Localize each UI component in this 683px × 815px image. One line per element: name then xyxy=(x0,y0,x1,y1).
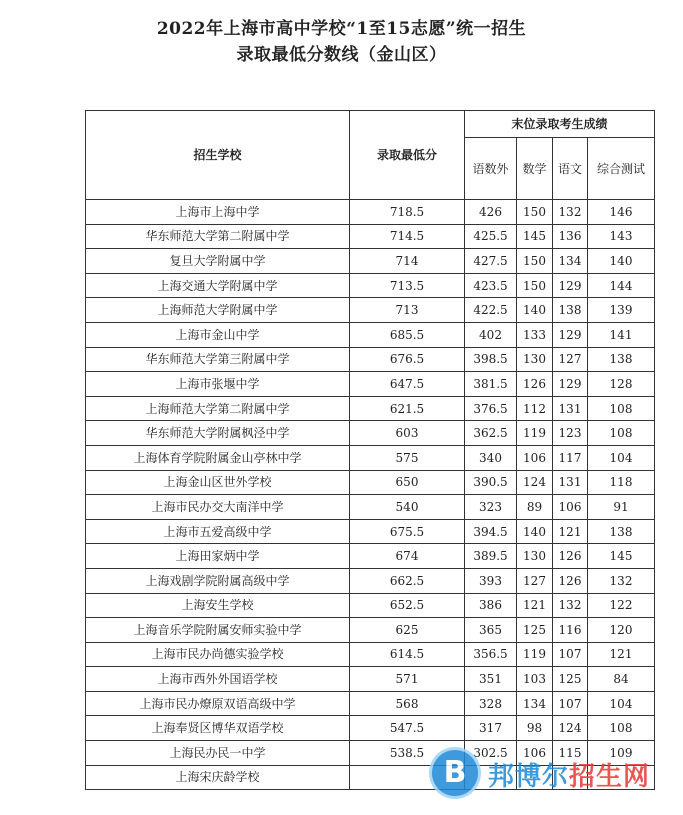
cell-comprehensive: 109 xyxy=(588,741,655,766)
table-row xyxy=(86,470,655,495)
cell-min-score: 625 xyxy=(350,618,465,643)
cell-comprehensive: 121 xyxy=(588,642,655,667)
header-min-score: 录取最低分 xyxy=(350,111,465,200)
cell-min-score: 621.5 xyxy=(350,396,465,421)
page-title: 2022年上海市高中学校“1至15志愿”统一招生 xyxy=(156,19,527,39)
cell-school: 上海交通大学附属中学 xyxy=(86,273,350,298)
table-row xyxy=(86,372,655,397)
cell-csw: 425.5 xyxy=(465,224,517,249)
cell-comprehensive: 108 xyxy=(588,421,655,446)
table-row xyxy=(86,347,655,372)
cell-min-score: 650 xyxy=(350,470,465,495)
cell-math: 133 xyxy=(517,322,553,347)
cell-chinese: 121 xyxy=(553,519,588,544)
cell-math: 150 xyxy=(517,200,553,225)
cell-math: 119 xyxy=(517,642,553,667)
cell-min-score: 662.5 xyxy=(350,568,465,593)
table-row xyxy=(86,322,655,347)
cell-min-score: 603 xyxy=(350,421,465,446)
cell-csw: 356.5 xyxy=(465,642,517,667)
cell-csw: 422.5 xyxy=(465,298,517,323)
cell-min-score: 713.5 xyxy=(350,273,465,298)
table-row xyxy=(86,273,655,298)
cell-math: 121 xyxy=(517,593,553,618)
cell-comprehensive: 138 xyxy=(588,347,655,372)
cell-school: 上海市民办燎原双语高级中学 xyxy=(86,691,350,716)
table-row xyxy=(86,691,655,716)
cell-chinese: 134 xyxy=(553,249,588,274)
cell-csw: 323 xyxy=(465,495,517,520)
cell-min-score: 674 xyxy=(350,544,465,569)
cell-school: 上海市金山中学 xyxy=(86,322,350,347)
cell-comprehensive: 108 xyxy=(588,716,655,741)
cell-comprehensive: 140 xyxy=(588,249,655,274)
logo-text-a: 邦博尔 xyxy=(488,762,570,792)
cell-school: 华东师范大学第二附属中学 xyxy=(86,224,350,249)
logo-text-b: 招生网 xyxy=(569,762,651,792)
header-math: 数学 xyxy=(517,138,553,200)
cell-chinese: 115 xyxy=(553,741,588,766)
watermark-logo xyxy=(432,748,672,800)
cell-min-score: 676.5 xyxy=(350,347,465,372)
table-row xyxy=(86,568,655,593)
cell-chinese: 123 xyxy=(553,421,588,446)
header-last-group: 末位录取考生成绩 xyxy=(465,111,655,138)
cell-comprehensive: 84 xyxy=(588,667,655,692)
cell-school: 上海市民办交大南洋中学 xyxy=(86,495,350,520)
cell-chinese: 126 xyxy=(553,544,588,569)
cell-comprehensive: 143 xyxy=(588,224,655,249)
cell-csw: 423.5 xyxy=(465,273,517,298)
cell-min-score: 547.5 xyxy=(350,716,465,741)
cell-csw: 317 xyxy=(465,716,517,741)
table-row xyxy=(86,593,655,618)
cell-chinese: 131 xyxy=(553,396,588,421)
cell-csw: 340 xyxy=(465,445,517,470)
cell-min-score: 540 xyxy=(350,495,465,520)
table-row xyxy=(86,716,655,741)
cell-chinese: 132 xyxy=(553,593,588,618)
table-row xyxy=(86,495,655,520)
table-row xyxy=(86,224,655,249)
score-table xyxy=(85,110,655,790)
cell-comprehensive: 108 xyxy=(588,396,655,421)
cell-math: 119 xyxy=(517,421,553,446)
table-row xyxy=(86,642,655,667)
cell-chinese: 129 xyxy=(553,322,588,347)
table-row xyxy=(86,618,655,643)
cell-csw: 398.5 xyxy=(465,347,517,372)
cell-chinese: 136 xyxy=(553,224,588,249)
cell-comprehensive: 104 xyxy=(588,445,655,470)
cell-math: 106 xyxy=(517,445,553,470)
cell-min-score: 571 xyxy=(350,667,465,692)
cell-school: 上海金山区世外学校 xyxy=(86,470,350,495)
cell-school: 上海市上海中学 xyxy=(86,200,350,225)
header-csw: 语数外 xyxy=(465,138,517,200)
cell-min-score: 713 xyxy=(350,298,465,323)
cell-chinese: 125 xyxy=(553,667,588,692)
cell-comprehensive: 138 xyxy=(588,519,655,544)
cell-comprehensive: 120 xyxy=(588,618,655,643)
table-row xyxy=(86,544,655,569)
cell-school: 上海安生学校 xyxy=(86,593,350,618)
cell-min-score: 714 xyxy=(350,249,465,274)
cell-school: 复旦大学附属中学 xyxy=(86,249,350,274)
cell-school: 上海田家炳中学 xyxy=(86,544,350,569)
cell-chinese: 127 xyxy=(553,347,588,372)
cell-math: 125 xyxy=(517,618,553,643)
cell-math: 124 xyxy=(517,470,553,495)
cell-comprehensive: 146 xyxy=(588,200,655,225)
table-row xyxy=(86,200,655,225)
cell-comprehensive: 144 xyxy=(588,273,655,298)
cell-min-score: 718.5 xyxy=(350,200,465,225)
cell-school: 上海市五爱高级中学 xyxy=(86,519,350,544)
cell-math: 89 xyxy=(517,495,553,520)
cell-math: 126 xyxy=(517,372,553,397)
cell-min-score: 614.5 xyxy=(350,642,465,667)
table-row xyxy=(86,249,655,274)
cell-comprehensive: 128 xyxy=(588,372,655,397)
cell-chinese: 129 xyxy=(553,372,588,397)
logo-letter: B xyxy=(443,755,467,790)
header-comprehensive: 综合测试 xyxy=(588,138,655,200)
table-row xyxy=(86,421,655,446)
cell-school: 上海民办民一中学 xyxy=(86,741,350,766)
cell-math: 140 xyxy=(517,519,553,544)
cell-comprehensive: 132 xyxy=(588,568,655,593)
cell-chinese: 138 xyxy=(553,298,588,323)
table-row xyxy=(86,396,655,421)
cell-min-score: 647.5 xyxy=(350,372,465,397)
cell-school: 上海戏剧学院附属高级中学 xyxy=(86,568,350,593)
cell-csw: 390.5 xyxy=(465,470,517,495)
cell-comprehensive: 118 xyxy=(588,470,655,495)
cell-min-score: 714.5 xyxy=(350,224,465,249)
cell-csw: 365 xyxy=(465,618,517,643)
cell-chinese: 116 xyxy=(553,618,588,643)
cell-school: 上海体育学院附属金山亭林中学 xyxy=(86,445,350,470)
cell-math: 98 xyxy=(517,716,553,741)
cell-school: 上海市西外外国语学校 xyxy=(86,667,350,692)
cell-math: 130 xyxy=(517,544,553,569)
cell-min-score: 675.5 xyxy=(350,519,465,544)
cell-csw: 402 xyxy=(465,322,517,347)
cell-csw: 426 xyxy=(465,200,517,225)
cell-math: 112 xyxy=(517,396,553,421)
cell-school: 上海宋庆龄学校 xyxy=(86,765,350,790)
cell-min-score: 652.5 xyxy=(350,593,465,618)
cell-math: 103 xyxy=(517,667,553,692)
cell-csw: 394.5 xyxy=(465,519,517,544)
cell-math: 130 xyxy=(517,347,553,372)
cell-school: 上海师范大学第二附属中学 xyxy=(86,396,350,421)
cell-chinese: 126 xyxy=(553,568,588,593)
cell-math: 134 xyxy=(517,691,553,716)
cell-math: 106 xyxy=(517,741,553,766)
cell-csw: 389.5 xyxy=(465,544,517,569)
cell-school: 上海音乐学院附属安师实验中学 xyxy=(86,618,350,643)
cell-school: 上海奉贤区博华双语学校 xyxy=(86,716,350,741)
logo-text xyxy=(488,756,650,793)
cell-comprehensive: 91 xyxy=(588,495,655,520)
cell-math: 145 xyxy=(517,224,553,249)
cell-csw: 386 xyxy=(465,593,517,618)
table-row xyxy=(86,667,655,692)
cell-chinese: 129 xyxy=(553,273,588,298)
cell-csw: 302.5 xyxy=(465,741,517,766)
cell-csw: 328 xyxy=(465,691,517,716)
cell-comprehensive: 139 xyxy=(588,298,655,323)
cell-comprehensive: 141 xyxy=(588,322,655,347)
cell-school: 上海市民办尚德实验学校 xyxy=(86,642,350,667)
cell-math: 150 xyxy=(517,249,553,274)
cell-min-score: 538.5 xyxy=(350,741,465,766)
cell-comprehensive: 122 xyxy=(588,593,655,618)
cell-math: 140 xyxy=(517,298,553,323)
cell-chinese: 107 xyxy=(553,642,588,667)
cell-csw: 393 xyxy=(465,568,517,593)
table-row xyxy=(86,298,655,323)
cell-chinese: 124 xyxy=(553,716,588,741)
cell-school: 上海市张堰中学 xyxy=(86,372,350,397)
cell-school: 华东师范大学附属枫泾中学 xyxy=(86,421,350,446)
table-row xyxy=(86,519,655,544)
cell-min-score: 575 xyxy=(350,445,465,470)
cell-math: 127 xyxy=(517,568,553,593)
cell-chinese: 117 xyxy=(553,445,588,470)
cell-math: 150 xyxy=(517,273,553,298)
cell-chinese: 106 xyxy=(553,495,588,520)
page-subtitle: 录取最低分数线（金山区） xyxy=(236,45,447,65)
header-school: 招生学校 xyxy=(86,111,350,200)
cell-school: 华东师范大学第三附属中学 xyxy=(86,347,350,372)
cell-min-score: 685.5 xyxy=(350,322,465,347)
cell-chinese: 131 xyxy=(553,470,588,495)
cell-school: 上海师范大学附属中学 xyxy=(86,298,350,323)
cell-comprehensive: 145 xyxy=(588,544,655,569)
cell-comprehensive: 104 xyxy=(588,691,655,716)
table-row xyxy=(86,445,655,470)
cell-csw: 427.5 xyxy=(465,249,517,274)
header-chinese: 语文 xyxy=(553,138,588,200)
cell-csw: 381.5 xyxy=(465,372,517,397)
cell-chinese: 132 xyxy=(553,200,588,225)
cell-csw: 362.5 xyxy=(465,421,517,446)
cell-chinese: 107 xyxy=(553,691,588,716)
cell-csw: 351 xyxy=(465,667,517,692)
cell-min-score: 568 xyxy=(350,691,465,716)
cell-csw: 376.5 xyxy=(465,396,517,421)
